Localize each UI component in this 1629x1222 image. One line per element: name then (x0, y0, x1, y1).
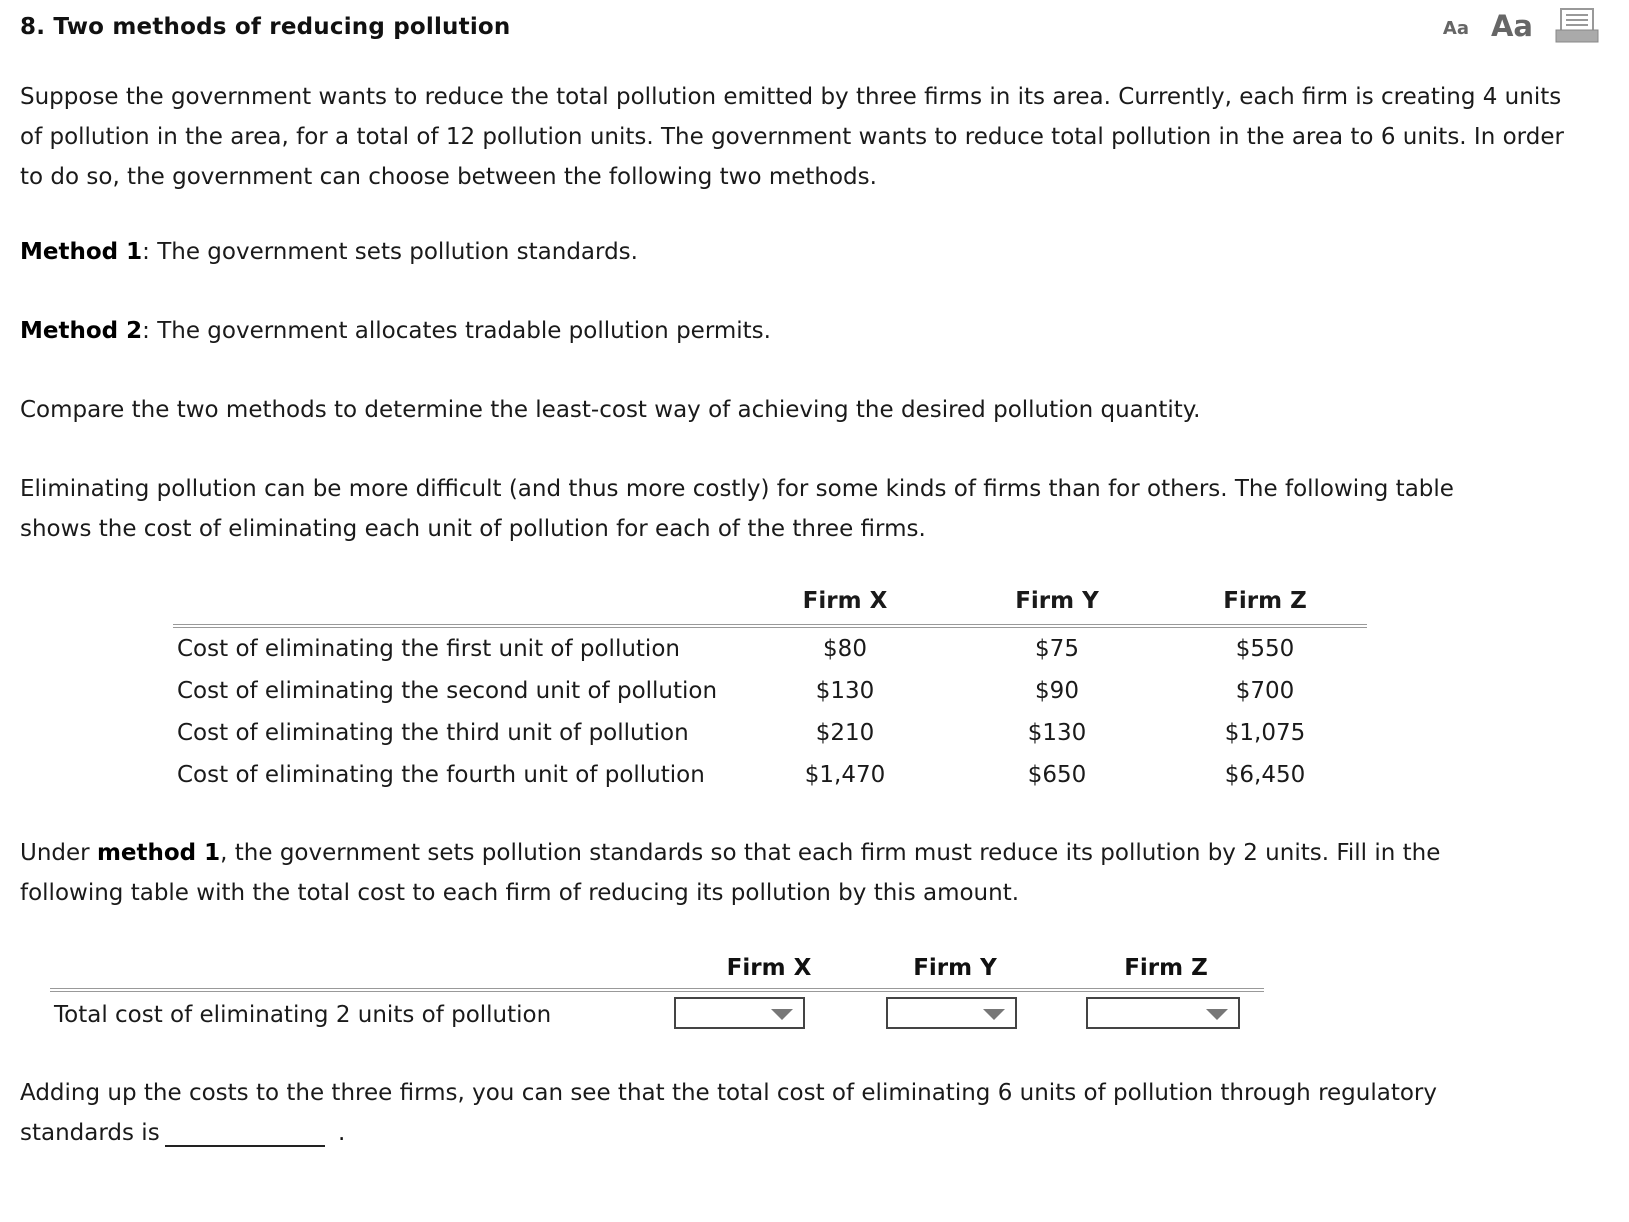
cost-table-header-firm-z: Firm Z (1223, 588, 1307, 614)
method-2-description (20, 311, 1580, 351)
cost-cell: $1,075 (1224, 720, 1306, 746)
summary-text: Adding up the costs to the three firms, you can see that the total cost of eliminating 6 units of pollution through regulatory standards is (20, 1080, 1437, 1146)
text-size-toolbar (1443, 8, 1599, 44)
print-icon[interactable] (1555, 8, 1599, 44)
cost-explanation: Eliminating pollution can be more difficult (and thus more costly) for some kinds of firms than for others. The following table shows the cost of eliminating each unit of pollution for each of the three firms. (20, 476, 1454, 542)
method-1-text: : The government sets pollution standards. (142, 239, 638, 265)
cost-cell: $210 (815, 720, 875, 746)
table-row (173, 712, 1367, 754)
method-1-question-post: , the government sets pollution standards so that each firm must reduce its pollution by 2 units. Fill in the following table with the total cost to each firm of reducing its pollution by this amount. (20, 840, 1441, 906)
question-title: 8. Two methods of reducing pollution (20, 14, 511, 40)
font-size-small-button[interactable]: Aa (1442, 18, 1469, 39)
answer-header-firm-z: Firm Z (1124, 955, 1208, 981)
method-1-label: Method 1 (20, 239, 143, 265)
firm-x-total-cost-dropdown[interactable] (674, 997, 805, 1029)
compare-instruction: Compare the two methods to determine the least-cost way of achieving the desired pollution quantity. (20, 397, 1201, 423)
cost-cell: $130 (815, 678, 875, 704)
firm-z-total-cost-dropdown[interactable] (1086, 997, 1240, 1029)
method-1-description (20, 232, 1580, 272)
cost-cell: $650 (1027, 762, 1087, 788)
cost-table-corner (173, 588, 739, 626)
cost-cell: $130 (1027, 720, 1087, 746)
chevron-down-icon (1206, 1009, 1228, 1020)
cost-table-header-firm-x: Firm X (802, 588, 888, 614)
cost-table (173, 588, 1367, 796)
cost-cell: $75 (1035, 636, 1079, 662)
table-row (173, 670, 1367, 712)
row-label: Cost of eliminating the third unit of pollution (177, 720, 689, 746)
intro-paragraph: Suppose the government wants to reduce the total pollution emitted by three firms in its area. Currently, each firm is creating 4 units of pollution in the area, for a total of 12 pollution units. The government wants to reduce total pollution in the area to 6 units. In order to do so, the government can choose between the following two methods. (20, 84, 1564, 190)
row-label: Cost of eliminating the fourth unit of pollution (177, 762, 705, 788)
row-label: Cost of eliminating the first unit of pollution (177, 636, 680, 662)
method-1-question-bold: method 1 (96, 840, 221, 866)
answer-table-divider (50, 988, 1264, 992)
cost-cell: $1,470 (804, 762, 886, 788)
table-row (173, 754, 1367, 796)
cost-cell: $550 (1235, 636, 1295, 662)
answer-row-label: Total cost of eliminating 2 units of pollution (54, 1002, 552, 1028)
cost-cell: $80 (823, 636, 867, 662)
method-2-label: Method 2 (20, 318, 143, 344)
row-label: Cost of eliminating the second unit of pollution (177, 678, 718, 704)
method-1-question (20, 833, 1500, 913)
cost-cell: $90 (1035, 678, 1079, 704)
cost-cell: $6,450 (1224, 762, 1306, 788)
method-2-text: : The government allocates tradable pollution permits. (142, 318, 771, 344)
cost-table-header-firm-y: Firm Y (1015, 588, 1099, 614)
summary-period: . (338, 1120, 346, 1146)
chevron-down-icon (983, 1009, 1005, 1020)
font-size-large-button[interactable]: Aa (1490, 9, 1533, 43)
answer-header-firm-x: Firm X (726, 955, 812, 981)
table-row (173, 626, 1367, 670)
total-cost-blank-input[interactable] (165, 1145, 325, 1147)
answer-header-firm-y: Firm Y (913, 955, 997, 981)
method-1-question-pre: Under (20, 840, 97, 866)
chevron-down-icon (771, 1009, 793, 1020)
cost-cell: $700 (1235, 678, 1295, 704)
firm-y-total-cost-dropdown[interactable] (886, 997, 1017, 1029)
